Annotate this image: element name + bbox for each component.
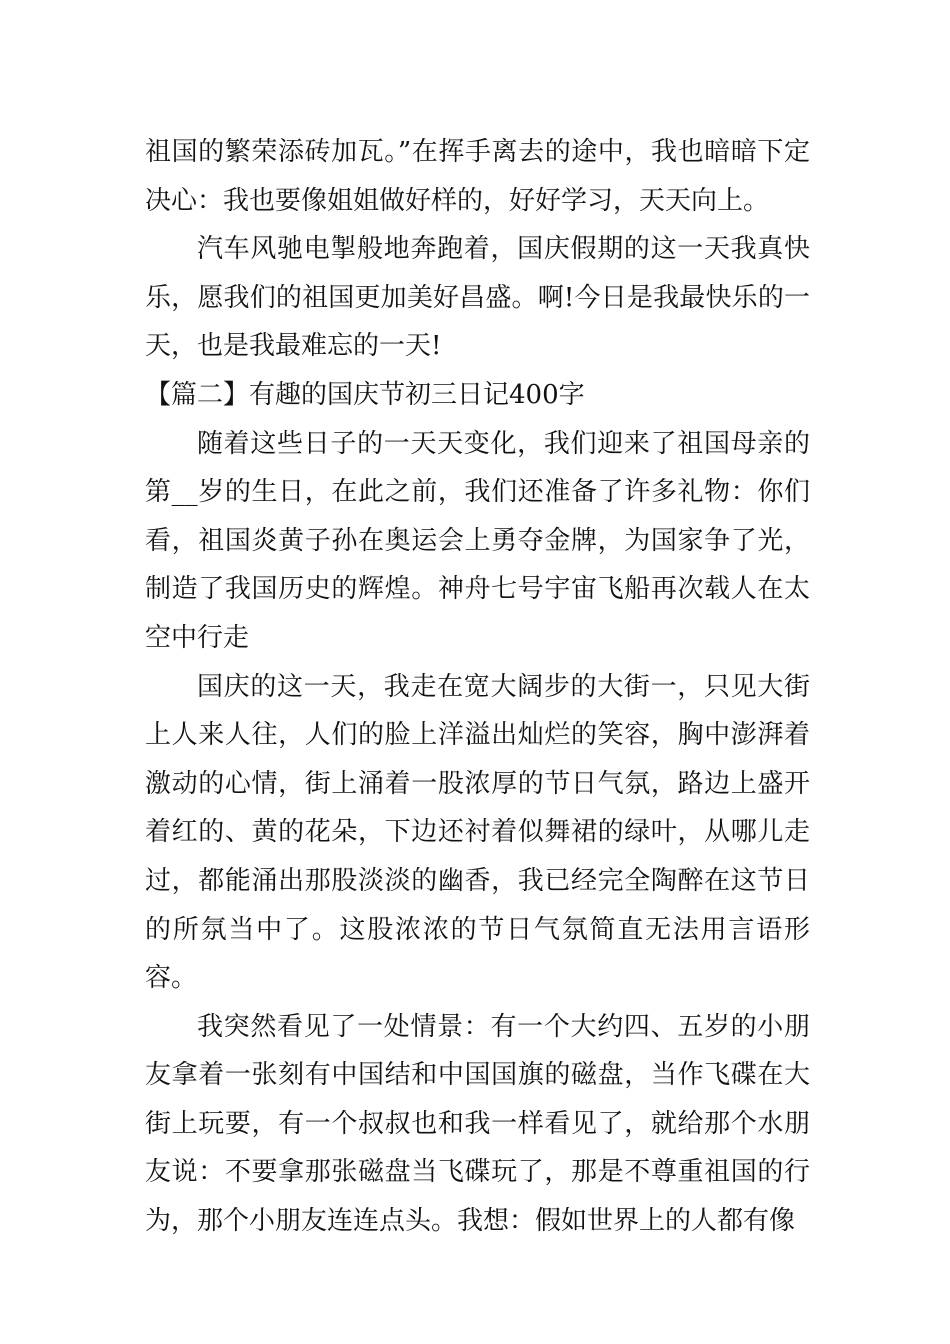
paragraph-3: 随着这些日子的一天天变化，我们迎来了祖国母亲的第__岁的生日，在此之前，我们还准备了许多礼物：你们看，祖国炎黄子孙在奥运会上勇夺金牌，为国家争了光，制造了我国历史的辉煌。神舟七号宇宙飞船再次载人在太空中行走: [145, 428, 810, 653]
paragraph-1: 祖国的繁荣添砖加瓦。”在挥手离去的途中，我也暗暗下定决心：我也要像姐姐做好样的，好好学习，天天向上。: [145, 137, 810, 216]
document-body: [145, 128, 810, 1246]
paragraph-5: 我突然看见了一处情景：有一个大约四、五岁的小朋友拿着一张刻有中国结和中国国旗的磁盘，当作飞碟在大街上玩要，有一个叔叔也和我一样看见了，就给那个水朋友说：不要拿那张磁盘当飞碟玩了，那是不尊重祖国的行为，那个小朋友连连点头。我想：假如世界上的人都有像: [145, 1011, 810, 1237]
section-heading: 【篇二】有趣的国庆节初三日记400字: [145, 379, 585, 410]
paragraph-2: 汽车风驰电掣般地奔跑着，国庆假期的这一天我真快乐，愿我们的祖国更加美好昌盛。啊!今日是我最快乐的一天，也是我最难忘的一天!: [145, 234, 810, 362]
paragraph-4: 国庆的这一天，我走在宽大阔步的大街一，只见大街上人来人往，人们的脸上洋溢出灿烂的笑容，胸中澎湃着激动的心情，街上涌着一股浓厚的节日气氛，路边上盛开着红的、黄的花朵，下边还衬着似舞裙的绿叶，从哪儿走过，都能涌出那股淡淡的幽香，我已经完全陶醉在这节日的所氛当中了。这股浓浓的节日气氛简直无法用言语形容。: [145, 671, 810, 994]
